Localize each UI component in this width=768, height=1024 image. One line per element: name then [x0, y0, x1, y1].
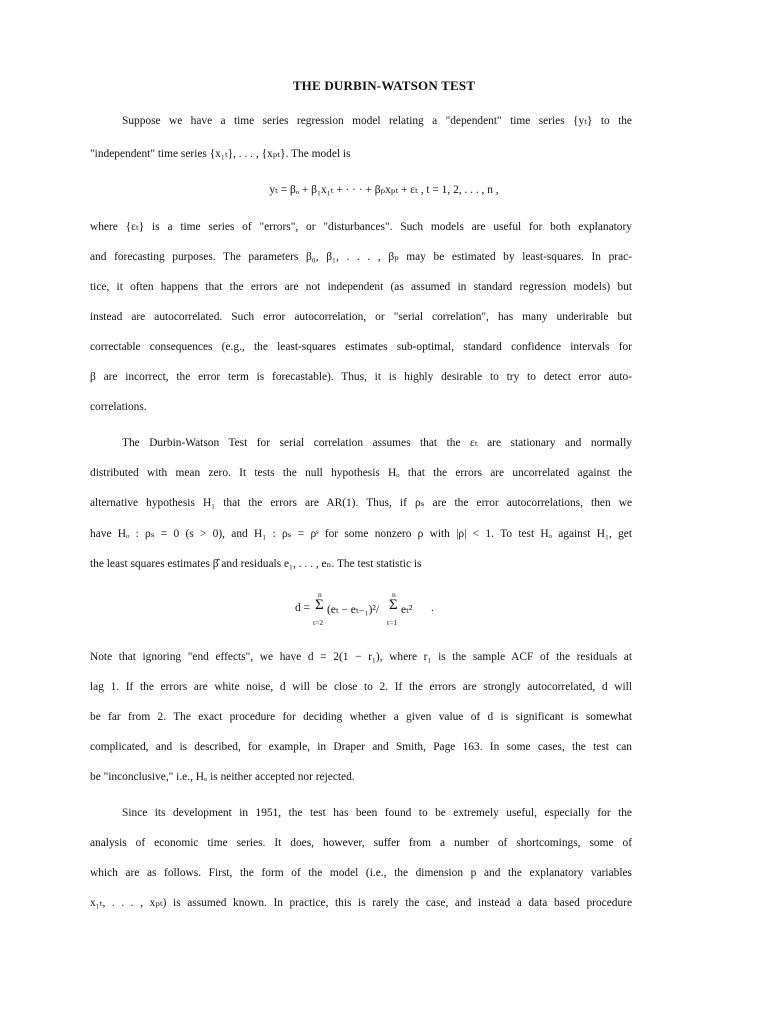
sum-symbol: Σ	[315, 597, 324, 613]
paragraph-line: The Durbin-Watson Test for serial correlation assumes that the εₜ are stationary and normally	[122, 437, 632, 449]
paragraph-line: Suppose we have a time series regression model relating a "dependent" time series {yₜ} to the	[122, 115, 632, 127]
page-title: THE DURBIN-WATSON TEST	[292, 78, 476, 93]
sum-symbol: Σ	[389, 597, 398, 613]
paragraph-line: Note that ignoring "end effects", we have d = 2(1 − r₁), where r₁ is the sample ACF of the residuals at	[90, 651, 632, 663]
equation-denominator: eₜ²	[401, 604, 413, 616]
paragraph-line: x₁ₜ, . . . , xₚₜ) is assumed known. In practice, this is rarely the case, and instead a data based procedure	[90, 897, 632, 909]
equation-numerator: (eₜ − eₜ₋₁)²/	[327, 604, 379, 616]
sum-lower-limit: t=1	[387, 618, 398, 627]
paragraph-line: complicated, and is described, for example, in Draper and Smith, Page 163. In some cases, the test can	[90, 741, 632, 753]
paragraph-line: where {εₜ} is a time series of "errors", or "disturbances". Such models are useful for both explanatory	[90, 221, 632, 233]
paragraph-line: the least squares estimates β̂ and residuals e₁, . . . , eₙ. The test statistic is	[90, 558, 422, 570]
equation-lhs: d =	[295, 602, 310, 614]
paragraph-line: tice, it often happens that the errors are not independent (as assumed in standard regression models) but	[90, 281, 632, 293]
paragraph-line: instead are autocorrelated. Such error autocorrelation, or "serial correlation", has many underirable but	[90, 311, 632, 323]
paragraph-line: analysis of economic time series. It does, however, suffer from a number of shortcomings, some of	[90, 837, 632, 849]
paragraph-line: alternative hypothesis H₁ that the errors are AR(1). Thus, if ρₛ are the error autocorrelations, then we	[90, 497, 632, 509]
sum-upper-limit: n	[318, 590, 322, 599]
equation-period: .	[431, 602, 434, 614]
paragraph-line: β are incorrect, the error term is forecastable). Thus, it is highly desirable to try to detect error auto-	[90, 371, 632, 383]
paragraph-line: be far from 2. The exact procedure for deciding whether a given value of d is significant is somewhat	[90, 711, 632, 723]
durbin-watson-equation	[295, 588, 455, 632]
paragraph-line: and forecasting purposes. The parameters β₀, β₁, . . . , βₚ may be estimated by least-squares. In prac-	[90, 251, 632, 263]
paragraph-line: Since its development in 1951, the test has been found to be extremely useful, especially for the	[122, 807, 632, 819]
sum-lower-limit: t=2	[313, 618, 324, 627]
paragraph-line: correlations.	[90, 401, 147, 413]
paragraph-line: have Hₒ : ρₛ = 0 (s > 0), and H₁ : ρₛ = ρˢ for some nonzero ρ with |ρ| < 1. To test Hₒ against H₁, get	[90, 528, 632, 540]
paragraph-line: "independent" time series {x₁ₜ}, . . . , {xₚₜ}. The model is	[90, 148, 351, 160]
paragraph-line: correctable consequences (e.g., the least-squares estimates sub-optimal, standard confidence intervals for	[90, 341, 632, 353]
paragraph-line: which are as follows. First, the form of the model (i.e., the dimension p and the explanatory variables	[90, 867, 632, 879]
sum-upper-limit: n	[392, 590, 396, 599]
model-equation: yₜ = βₒ + β₁x₁ₜ + · · · + βₚxₚₜ + εₜ , t = 1, 2, . . . , n ,	[269, 184, 499, 196]
paragraph-line: lag 1. If the errors are white noise, d will be close to 2. If the errors are strongly autocorrelated, d will	[90, 681, 632, 693]
paragraph-line: distributed with mean zero. It tests the null hypothesis Hₒ that the errors are uncorrelated against the	[90, 467, 632, 479]
paragraph-line: be "inconclusive," i.e., Hₒ is neither accepted nor rejected.	[90, 771, 355, 783]
